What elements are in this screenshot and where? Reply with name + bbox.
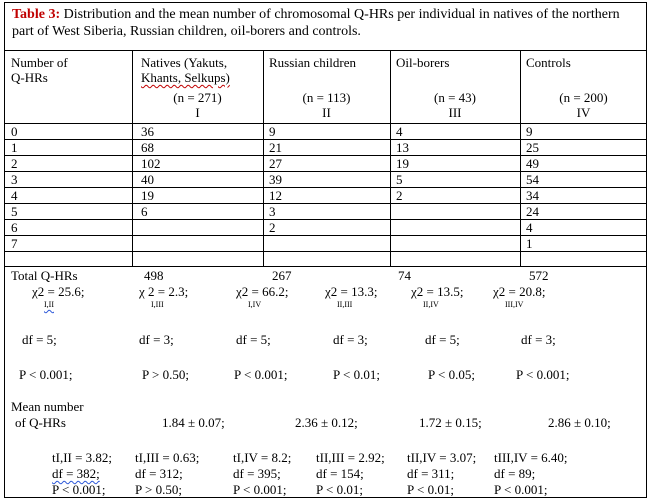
t-test-df: df = 89;: [494, 466, 536, 481]
mean-russian: 2.36 ± 0.12;: [295, 415, 358, 430]
df-value: df = 5;: [425, 332, 460, 347]
chi-square-text: χ2 = 20.8;: [493, 284, 546, 299]
totals-label: Total Q-HRs: [11, 268, 78, 283]
chi-square-value: [236, 284, 288, 299]
t-test-df: df = 312;: [135, 466, 183, 481]
cell-russian: 39: [269, 172, 282, 187]
rule-caption: [5, 50, 646, 51]
row-number: 5: [11, 204, 18, 219]
mean-oilborers: 1.72 ± 0.15;: [419, 415, 482, 430]
header-russian-roman: II: [322, 105, 331, 120]
cell-natives: 68: [141, 140, 154, 155]
row-number: 1: [11, 140, 18, 155]
header-russian-n: (n = 113): [302, 90, 351, 105]
cell-controls: 4: [526, 220, 533, 235]
t-test-df: df = 154;: [316, 466, 364, 481]
cell-oilborers: 5: [396, 172, 403, 187]
header-russian: Russian children: [269, 55, 357, 70]
p-value: P < 0.05;: [428, 367, 475, 382]
total-russian: 267: [272, 268, 292, 283]
header-natives-n: (n = 271): [173, 90, 222, 105]
chi-square-value: [32, 284, 84, 299]
p-value: P > 0.50;: [142, 367, 189, 382]
rule-row: [5, 203, 646, 204]
table-frame: [4, 2, 647, 498]
table-caption: [12, 6, 642, 40]
col-divider: [132, 50, 133, 266]
mean-label-2: of Q-HRs: [15, 415, 66, 430]
cell-natives: 40: [141, 172, 154, 187]
chi-square-text: χ2 = 25.6;: [32, 284, 85, 299]
mean-natives: 1.84 ± 0.07;: [162, 415, 225, 430]
header-oilborers-roman: III: [448, 105, 462, 120]
cell-russian: 9: [269, 124, 276, 139]
t-test-p: P < 0.001;: [233, 482, 287, 497]
t-test-t: tI,III = 0.63;: [135, 450, 200, 465]
chi-square-text: χ2 = 13.3;: [325, 284, 378, 299]
caption-text: Distribution and the mean number of chromosomal Q-HRs per individual in natives of the northern part of West Siberia, Russian children, oil-borers and controls.: [12, 7, 620, 39]
p-value: P < 0.01;: [333, 367, 380, 382]
chi-square-text: χ2 = 13.5;: [411, 284, 464, 299]
col-divider: [390, 50, 391, 266]
df-value: df = 3;: [139, 332, 174, 347]
cell-controls: 9: [526, 124, 533, 139]
chi-square-value: [411, 284, 463, 299]
rule-row: [5, 251, 646, 252]
cell-russian: 21: [269, 140, 282, 155]
rule-row: [5, 235, 646, 236]
rule-row: [5, 171, 646, 172]
cell-natives: 6: [141, 204, 148, 219]
cell-controls: 24: [526, 204, 539, 219]
t-test-t: tII,IV = 3.07;: [407, 450, 477, 465]
t-test-t: tI,II = 3.82;: [52, 450, 113, 465]
df-value: df = 3;: [333, 332, 368, 347]
cell-controls: 1: [526, 236, 533, 251]
row-number: 6: [11, 220, 18, 235]
rule-table-bottom: [5, 266, 646, 267]
cell-russian: 3: [269, 204, 276, 219]
t-test-df: df = 395;: [233, 466, 281, 481]
cell-russian: 2: [269, 220, 276, 235]
header-natives-groups: Khants, Selkups): [141, 70, 230, 85]
rule-header: [5, 123, 646, 124]
header-natives: Natives (Yakuts,: [141, 55, 228, 70]
chi-square-subscript: II,III: [337, 300, 353, 309]
total-controls: 572: [529, 268, 549, 283]
header-oilborers: Oil-borers: [396, 55, 450, 70]
row-number: 3: [11, 172, 18, 187]
row-number: 7: [11, 236, 18, 251]
chi-square-subscript: I,III: [151, 300, 164, 309]
cell-controls: 54: [526, 172, 539, 187]
chi-square-text: χ2 = 66.2;: [236, 284, 289, 299]
header-oilborers-n: (n = 43): [434, 90, 476, 105]
cell-natives: 102: [141, 156, 161, 171]
rule-row: [5, 219, 646, 220]
cell-russian: 12: [269, 188, 282, 203]
chi-square-text: χ 2 = 2.3;: [139, 284, 189, 299]
header-controls-roman: IV: [576, 105, 591, 120]
t-test-p: P < 0.001;: [494, 482, 548, 497]
chi-square-value: [493, 284, 545, 299]
header-controls: Controls: [526, 55, 571, 70]
mean-label-1: Mean number: [11, 399, 84, 414]
t-test-p: P < 0.01;: [407, 482, 454, 497]
chi-square-subscript: I,IV: [248, 300, 262, 309]
rule-row: [5, 187, 646, 188]
t-test-df: df = 311;: [407, 466, 455, 481]
t-test-t: tIII,IV = 6.40;: [494, 450, 568, 465]
p-value: P < 0.001;: [234, 367, 288, 382]
cell-oilborers: 19: [396, 156, 409, 171]
rule-row: [5, 139, 646, 140]
chi-square-subscript: II,IV: [423, 300, 439, 309]
rule-row: [5, 155, 646, 156]
df-value: df = 5;: [236, 332, 271, 347]
chi-square-subscript: III,IV: [505, 300, 524, 309]
header-natives-roman: I: [195, 105, 200, 120]
cell-oilborers: 2: [396, 188, 403, 203]
chi-square-value: [139, 284, 188, 299]
row-number: 0: [11, 124, 18, 139]
cell-oilborers: 13: [396, 140, 409, 155]
col-divider: [263, 50, 264, 266]
df-value: df = 5;: [22, 332, 57, 347]
chi-square-value: [325, 284, 377, 299]
p-value: P < 0.001;: [19, 367, 73, 382]
caption-label: Table 3:: [12, 7, 61, 22]
cell-natives: 19: [141, 188, 154, 203]
t-test-t: tI,IV = 8.2;: [233, 450, 292, 465]
total-oilborers: 74: [398, 268, 411, 283]
chi-square-subscript: I,II: [44, 300, 54, 309]
p-value: P < 0.001;: [516, 367, 570, 382]
t-test-p: P < 0.01;: [316, 482, 363, 497]
cell-controls: 49: [526, 156, 539, 171]
col-divider: [520, 50, 521, 266]
df-value: df = 3;: [521, 332, 556, 347]
header-qhrs: Q-HRs: [11, 70, 48, 85]
row-number: 2: [11, 156, 18, 171]
mean-controls: 2.86 ± 0.10;: [548, 415, 611, 430]
t-test-p: P < 0.001;: [52, 482, 106, 497]
t-test-p: P > 0.50;: [135, 482, 182, 497]
cell-controls: 25: [526, 140, 539, 155]
total-natives: 498: [144, 268, 164, 283]
header-number-of: Number of: [11, 55, 68, 70]
cell-natives: 36: [141, 124, 154, 139]
row-number: 4: [11, 188, 18, 203]
header-controls-n: (n = 200): [559, 90, 608, 105]
cell-oilborers: 4: [396, 124, 403, 139]
t-test-t: tII,III = 2.92;: [316, 450, 385, 465]
cell-controls: 34: [526, 188, 539, 203]
t-test-df: df = 382;: [52, 466, 100, 481]
cell-russian: 27: [269, 156, 282, 171]
